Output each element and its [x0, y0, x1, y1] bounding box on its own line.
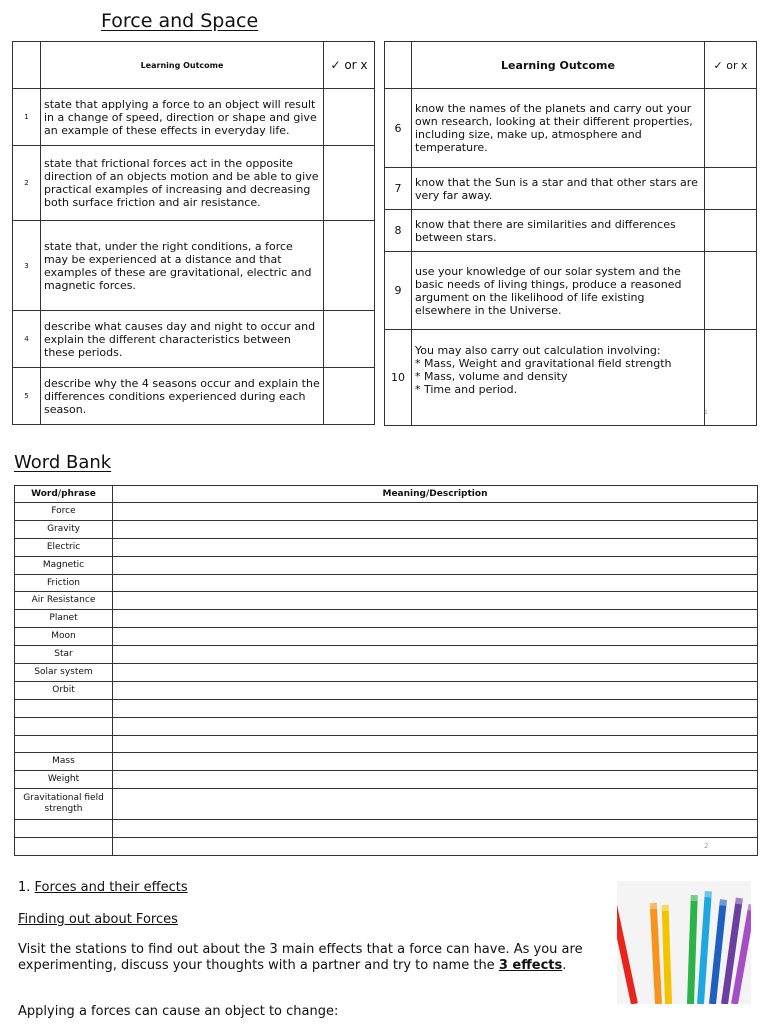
word-bank-heading: Word Bank: [14, 452, 112, 473]
table-row: [15, 610, 758, 628]
meaning-cell[interactable]: [113, 574, 758, 592]
table-row: [13, 221, 375, 311]
meaning-cell[interactable]: [113, 681, 758, 699]
word-cell: Orbit: [15, 681, 113, 699]
table-row: [15, 664, 758, 682]
meaning-cell[interactable]: [113, 646, 758, 664]
meaning-cell[interactable]: [113, 717, 758, 735]
table-row: [15, 592, 758, 610]
table-row: [385, 330, 757, 426]
check-cell[interactable]: [324, 146, 375, 221]
page-number: 1: [704, 409, 708, 416]
outcome-number: 2: [13, 146, 41, 221]
table-row: [15, 838, 758, 856]
page-title: Force and Space: [101, 10, 259, 32]
outcome-number: 5: [13, 368, 41, 425]
meaning-column-header: Meaning/Description: [113, 486, 758, 503]
word-cell: Weight: [15, 771, 113, 789]
word-bank-table: [14, 485, 758, 856]
table-row: [15, 771, 758, 789]
outcome-number: 3: [13, 221, 41, 311]
table-header-row: [385, 42, 757, 89]
word-cell: Solar system: [15, 664, 113, 682]
pencil-highlight: [704, 891, 711, 897]
meaning-cell[interactable]: [113, 789, 758, 820]
table-row: [385, 210, 757, 252]
table-row: [13, 311, 375, 368]
table-row: [15, 717, 758, 735]
word-cell: [15, 735, 113, 753]
meaning-cell[interactable]: [113, 538, 758, 556]
outcome-text: know that the Sun is a star and that other stars are very far away.: [412, 168, 705, 210]
outcome-number: 9: [385, 252, 412, 330]
check-cell[interactable]: [324, 311, 375, 368]
table-row: [15, 699, 758, 717]
word-cell: Friction: [15, 574, 113, 592]
word-cell: Magnetic: [15, 556, 113, 574]
table-row: [15, 735, 758, 753]
meaning-cell[interactable]: [113, 699, 758, 717]
outcome-text: state that applying a force to an object will result in a change of speed, direction or shape and give an example of these effects in everyday life.: [41, 89, 324, 146]
word-cell: Planet: [15, 610, 113, 628]
pencil-highlight: [650, 903, 657, 909]
table-row: [15, 556, 758, 574]
word-cell: Mass: [15, 753, 113, 771]
word-cell: [15, 717, 113, 735]
word-cell: Air Resistance: [15, 592, 113, 610]
meaning-cell[interactable]: [113, 556, 758, 574]
coloured-pencils-image: [617, 881, 751, 1004]
table-row: [15, 574, 758, 592]
number-header-cell: [13, 42, 41, 89]
check-cell[interactable]: [705, 330, 757, 426]
meaning-cell[interactable]: [113, 771, 758, 789]
table-row: [15, 503, 758, 521]
meaning-cell[interactable]: [113, 592, 758, 610]
pencil-highlight: [662, 905, 669, 911]
outcome-number: 8: [385, 210, 412, 252]
section-subheading: Finding out about Forces: [18, 912, 178, 927]
meaning-cell[interactable]: [113, 520, 758, 538]
section-number: 1.: [18, 880, 31, 895]
outcome-text: describe what causes day and night to occur and explain the different characteristics between these periods.: [41, 311, 324, 368]
section-title: Forces and their effects: [34, 880, 188, 895]
word-cell: Star: [15, 646, 113, 664]
meaning-cell[interactable]: [113, 838, 758, 856]
word-cell: [15, 699, 113, 717]
check-cell[interactable]: [705, 210, 757, 252]
instructions-text: Visit the stations to find out about the 3 main effects that a force can have. As you are experimenting, discuss your thoughts with a partner and try to name the: [18, 942, 583, 973]
three-effects-emphasis: 3 effects: [498, 958, 563, 973]
table-row: [15, 520, 758, 538]
check-cell[interactable]: [705, 168, 757, 210]
learning-outcome-header: Learning Outcome: [412, 42, 705, 89]
outcome-text: You may also carry out calculation involving: * Mass, Weight and gravitational field strength * Mass, volume and density * Time and period.: [412, 330, 705, 426]
meaning-cell[interactable]: [113, 664, 758, 682]
table-row: [13, 89, 375, 146]
outcome-text: state that frictional forces act in the opposite direction of an objects motion and be able to give practical examples of increasing and decreasing both surface friction and air resistance.: [41, 146, 324, 221]
meaning-cell[interactable]: [113, 610, 758, 628]
check-cell[interactable]: [705, 89, 757, 168]
check-cell[interactable]: [324, 89, 375, 146]
table-row: [15, 646, 758, 664]
outcome-text: state that, under the right conditions, a force may be experienced at a distance and that examples of these are gravitational, electric and magnetic forces.: [41, 221, 324, 311]
word-cell: [15, 820, 113, 838]
word-cell: Electric: [15, 538, 113, 556]
pencil-highlight: [691, 895, 698, 901]
check-header: ✓ or x: [324, 42, 375, 89]
outcome-text: know that there are similarities and differences between stars.: [412, 210, 705, 252]
outcome-number: 4: [13, 311, 41, 368]
learning-outcomes-table-left: [12, 41, 375, 425]
word-column-header: Word/phrase: [15, 486, 113, 503]
table-row: [385, 252, 757, 330]
word-cell: Gravity: [15, 520, 113, 538]
number-header-cell: [385, 42, 412, 89]
outcome-number: 10: [385, 330, 412, 426]
outcome-text: describe why the 4 seasons occur and explain the differences conditions experienced during each season.: [41, 368, 324, 425]
table-row: [385, 89, 757, 168]
check-cell[interactable]: [324, 368, 375, 425]
table-row: [15, 681, 758, 699]
outcome-number: 7: [385, 168, 412, 210]
apply-force-line: Applying a forces can cause an object to change:: [18, 1004, 339, 1019]
table-row: [13, 368, 375, 425]
meaning-cell[interactable]: [113, 735, 758, 753]
word-cell: Force: [15, 503, 113, 521]
learning-outcome-header: Learning Outcome: [41, 42, 324, 89]
table-row: [15, 628, 758, 646]
outcome-number: 1: [13, 89, 41, 146]
meaning-cell[interactable]: [113, 820, 758, 838]
page-number: 2: [704, 842, 709, 850]
table-header-row: [13, 42, 375, 89]
instructions-paragraph: [18, 942, 598, 974]
meaning-cell[interactable]: [113, 753, 758, 771]
check-cell[interactable]: [324, 221, 375, 311]
table-row: [15, 789, 758, 820]
learning-outcomes-table-right: [384, 41, 757, 426]
pencil-highlight: [719, 899, 727, 906]
meaning-cell[interactable]: [113, 628, 758, 646]
word-cell: [15, 838, 113, 856]
outcome-text: know the names of the planets and carry out your own research, looking at their different properties, including size, make up, atmosphere and temperature.: [412, 89, 705, 168]
check-cell[interactable]: [705, 252, 757, 330]
word-cell: Moon: [15, 628, 113, 646]
outcome-number: 6: [385, 89, 412, 168]
section-heading: [18, 880, 188, 896]
table-header-row: [15, 486, 758, 503]
table-row: [15, 538, 758, 556]
table-row: [13, 146, 375, 221]
instructions-end: .: [562, 958, 567, 973]
check-header: ✓ or x: [705, 42, 757, 89]
meaning-cell[interactable]: [113, 503, 758, 521]
table-row: [15, 753, 758, 771]
pencil-highlight: [735, 898, 743, 905]
outcome-text: use your knowledge of our solar system and the basic needs of living things, produce a reasoned argument on the likelihood of life existing elsewhere in the Universe.: [412, 252, 705, 330]
table-row: [15, 820, 758, 838]
table-row: [385, 168, 757, 210]
word-cell: Gravitational field strength: [15, 789, 113, 820]
